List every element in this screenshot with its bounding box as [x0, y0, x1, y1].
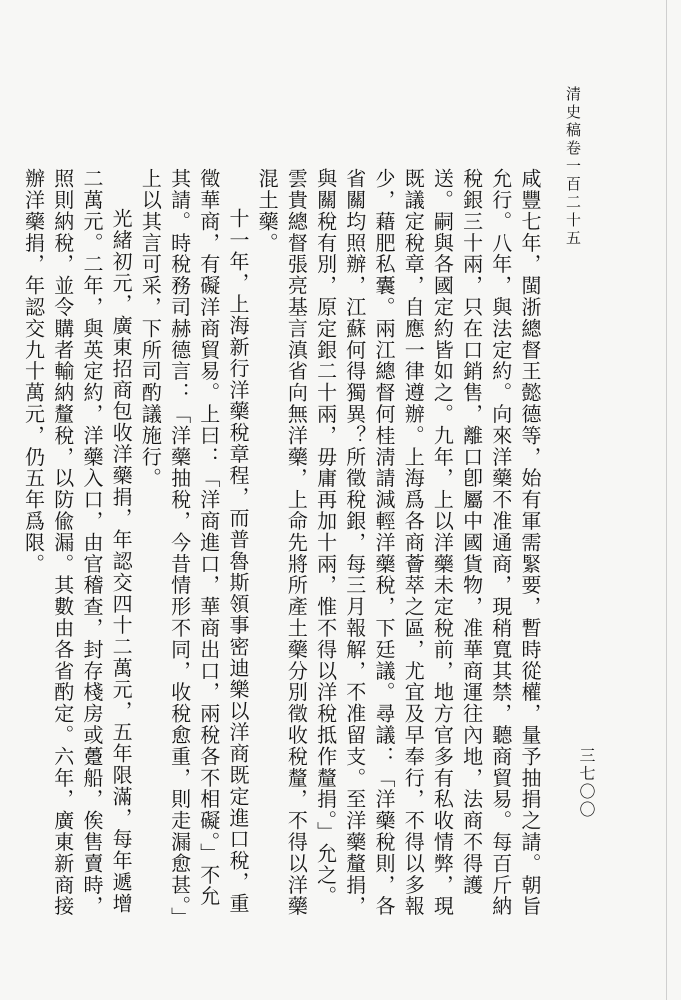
paragraph: 光緒初元，廣東招商包收洋藥捐，年認交四十二萬元，五年限滿，每年遞增二萬元。二年，與英定約，洋藥入口，由官稽查，封存棧房或躉船，俟售賣時，照則納稅，並令購者輸納釐稅，以防偸漏。其數由各省酌定。六年，廣東新商接辦洋藥捐，年認交九十萬元，仍五年爲限。 [21, 168, 134, 917]
running-header: 清史稿卷一百二十五 [564, 86, 582, 248]
paragraph: 咸豐七年，閩浙總督王懿德等，始有軍需緊要，暫時從權，量予抽捐之請。朝旨允行。八年，與法定約。向來洋藥不准通商，現稍寬其禁，聽商貿易。每百斤納稅銀三十兩，只在口銷售，離口卽屬中國貨物，准華商運往內地，法商不得護送。嗣與各國定約皆如之。九年，上以洋藥未定稅前，地方官多有私收情弊，現既議定稅章，自應一律遵辦。上海爲各商薈萃之區，尤宜及早奉行，不得以多報少，藉肥私囊。兩江總督何桂淸請減輕洋藥稅，下廷議。尋議：「洋藥稅則，各省關均照辦，江蘇何得獨異？所徵稅銀，每三月報解，不准留支。至洋藥釐捐，與關稅有別，原定銀二十兩，毋庸再加十兩，惟不得以洋稅抵作釐捐。」允之。雲貴總督張亮基言滇省向無洋藥，上命先將所產土藥分別徵收稅釐，不得以洋藥混土藥。 [255, 168, 542, 917]
body-text [21, 168, 544, 928]
page-edge-line [666, 0, 667, 1000]
page-number: 三七〇〇 [577, 747, 596, 819]
paragraph: 十一年，上海新行洋藥稅章程，而普魯斯領事密迪樂以洋商既定進口稅，重徵華商，有礙洋商貿易。上曰：「洋商進口，華商出口，兩稅各不相礙。」不允其請。時稅務司赫德言：「洋藥抽稅，今昔情形不同，收稅愈重，則走漏愈甚。」上以其言可采，下所司酌議施行。 [138, 168, 250, 919]
